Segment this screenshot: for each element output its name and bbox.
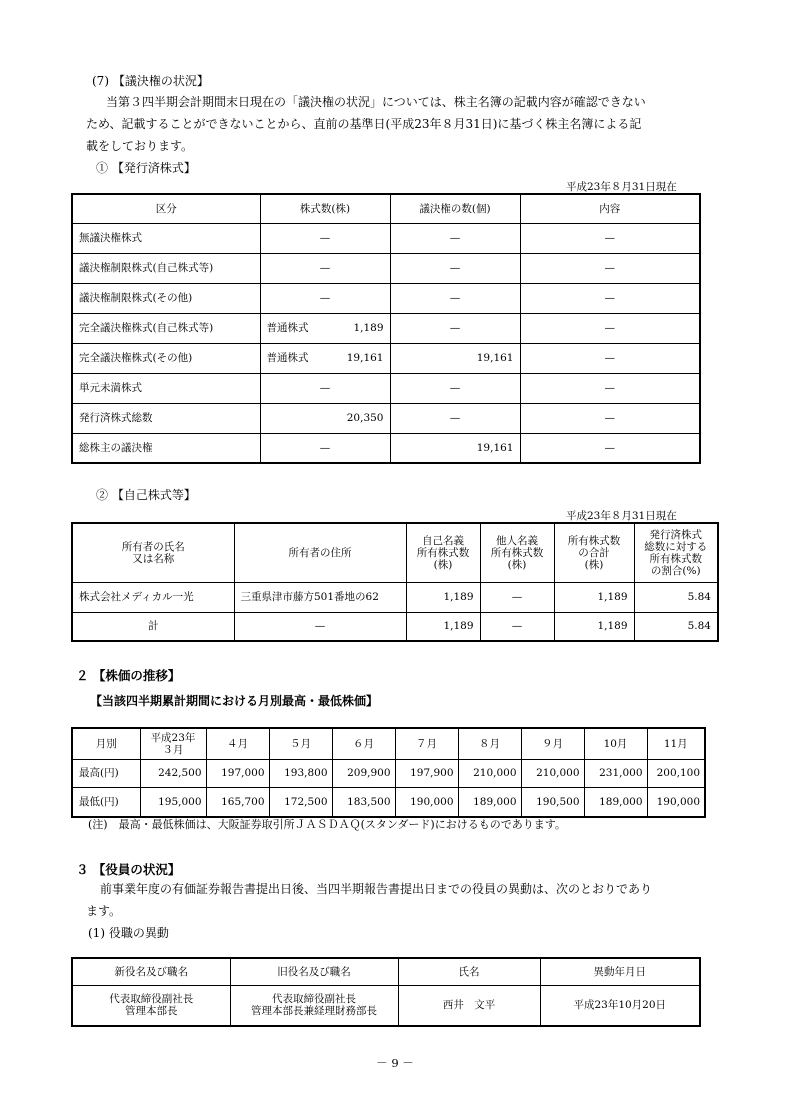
month-header: ５月 bbox=[269, 728, 332, 759]
stock-price-section-title: ２ 【株価の推移】 bbox=[76, 668, 181, 683]
content: — bbox=[520, 253, 700, 283]
owner-name: 株式会社メディカル一光 bbox=[72, 582, 234, 612]
treasury-header-row bbox=[72, 523, 718, 582]
share-count: — bbox=[260, 373, 390, 403]
header-line: 発行済株式 bbox=[649, 528, 702, 541]
owner-name: 計 bbox=[72, 612, 234, 641]
low-price: 190,000 bbox=[395, 787, 458, 817]
month-header: 11月 bbox=[647, 728, 705, 759]
issued-shares-header-row bbox=[72, 194, 700, 223]
header-line: 総数に対する bbox=[644, 540, 708, 553]
treasury-shares-date: 平成23年８月31日現在 bbox=[566, 510, 677, 522]
header-owner-name bbox=[72, 523, 234, 582]
table-row bbox=[72, 612, 718, 641]
new-title-line: 代表取締役副社長 bbox=[109, 993, 194, 1006]
content: — bbox=[520, 373, 700, 403]
old-title bbox=[230, 985, 398, 1026]
own-name-shares: 1,189 bbox=[406, 612, 480, 641]
header-line: (株) bbox=[507, 558, 527, 571]
table-row bbox=[72, 313, 700, 343]
old-title-line: 代表取締役副社長 bbox=[272, 993, 356, 1006]
low-price-row bbox=[72, 787, 705, 817]
row-label: 議決権制限株式(その他) bbox=[72, 283, 260, 313]
voting-rights: — bbox=[390, 253, 520, 283]
ownership-ratio: 5.84 bbox=[634, 612, 718, 641]
header-line: 所有株式数 bbox=[649, 552, 702, 565]
share-count: 20,350 bbox=[260, 403, 390, 433]
low-price: 189,000 bbox=[584, 787, 647, 817]
table-row bbox=[72, 253, 700, 283]
header-share-count: 株式数(株) bbox=[260, 194, 390, 223]
page-number: － 9 － bbox=[376, 1056, 414, 1070]
new-title-line: 管理本部長 bbox=[125, 1005, 178, 1018]
high-price-row bbox=[72, 759, 705, 787]
header-owner-address: 所有者の住所 bbox=[234, 523, 406, 582]
header-total-shares bbox=[554, 523, 634, 582]
content: — bbox=[520, 283, 700, 313]
row-label: 完全議決権株式(その他) bbox=[72, 343, 260, 373]
row-label: 単元未満株式 bbox=[72, 373, 260, 403]
content: — bbox=[520, 403, 700, 433]
header-line: (株) bbox=[584, 558, 604, 571]
header-voting-rights: 議決権の数(個) bbox=[390, 194, 520, 223]
content: — bbox=[520, 313, 700, 343]
low-price: 190,500 bbox=[521, 787, 584, 817]
month-header: ４月 bbox=[206, 728, 269, 759]
header-old-title: 旧役名及び職名 bbox=[230, 958, 398, 985]
officers-section-title: ３ 【役員の状況】 bbox=[76, 862, 181, 877]
high-price: 200,100 bbox=[647, 759, 705, 787]
month-header: ６月 bbox=[332, 728, 395, 759]
ownership-ratio: 5.84 bbox=[634, 582, 718, 612]
share-type: 普通株式 bbox=[266, 351, 309, 364]
month-header bbox=[140, 728, 206, 759]
row-label: 完全議決権株式(自己株式等) bbox=[72, 313, 260, 343]
own-name-shares: 1,189 bbox=[406, 582, 480, 612]
high-price: 197,900 bbox=[395, 759, 458, 787]
content: — bbox=[520, 433, 700, 463]
treasury-shares-title: ② 【自己株式等】 bbox=[96, 488, 196, 502]
officers-paragraph-line-2: ます。 bbox=[86, 904, 122, 918]
month-header-row bbox=[72, 728, 705, 759]
issued-shares-title: ① 【発行済株式】 bbox=[96, 161, 196, 175]
low-price: 190,000 bbox=[647, 787, 705, 817]
header-category: 区分 bbox=[72, 194, 260, 223]
table-row bbox=[72, 223, 700, 253]
header-line: 所有株式数 bbox=[490, 546, 544, 559]
share-count: — bbox=[260, 433, 390, 463]
share-type: 普通株式 bbox=[266, 321, 309, 334]
high-price: 197,000 bbox=[206, 759, 269, 787]
other-name-shares: — bbox=[480, 582, 554, 612]
table-row bbox=[72, 373, 700, 403]
officer-name: 西井 文平 bbox=[398, 985, 540, 1026]
share-count-value: 19,161 bbox=[346, 351, 384, 364]
header-ownership-ratio bbox=[634, 523, 718, 582]
voting-rights: — bbox=[390, 283, 520, 313]
high-price: 242,500 bbox=[140, 759, 206, 787]
month-header-month: ３月 bbox=[162, 743, 184, 756]
low-price: 189,000 bbox=[458, 787, 521, 817]
header-owner-name-line: 又は名称 bbox=[132, 552, 175, 565]
header-name: 氏名 bbox=[398, 958, 540, 985]
low-price: 165,700 bbox=[206, 787, 269, 817]
header-line: の割合(%) bbox=[650, 564, 701, 577]
stock-price-subtitle: 【当該四半期累計期間における月別最高・最低株価】 bbox=[90, 694, 379, 708]
header-owner-name-line: 所有者の氏名 bbox=[121, 540, 185, 553]
share-count: — bbox=[260, 283, 390, 313]
month-header: ９月 bbox=[521, 728, 584, 759]
month-header-year: 平成23年 bbox=[150, 731, 196, 744]
section-7-paragraph-line-1: 当第３四半期会計期間末日現在の「議決権の状況」については、株主名簿の記載内容が確認できない bbox=[106, 95, 646, 109]
high-price: 210,000 bbox=[521, 759, 584, 787]
month-header: 10月 bbox=[584, 728, 647, 759]
high-price: 231,000 bbox=[584, 759, 647, 787]
header-change-date: 異動年月日 bbox=[540, 958, 700, 985]
header-other-name-shares bbox=[480, 523, 554, 582]
voting-rights: — bbox=[390, 373, 520, 403]
section-7-paragraph-line-2: ため、記載することができないことから、直前の基準日(平成23年８月31日)に基づく株主名簿による記 bbox=[86, 117, 642, 131]
header-content: 内容 bbox=[520, 194, 700, 223]
voting-rights: 19,161 bbox=[390, 433, 520, 463]
voting-rights: 19,161 bbox=[390, 343, 520, 373]
owner-address: — bbox=[234, 612, 406, 641]
low-price: 195,000 bbox=[140, 787, 206, 817]
header-line: 所有株式数 bbox=[416, 546, 470, 559]
header-line: の合計 bbox=[578, 546, 610, 559]
issued-shares-table bbox=[71, 193, 701, 464]
header-line: (株) bbox=[433, 558, 453, 571]
row-label: 発行済株式総数 bbox=[72, 403, 260, 433]
high-price: 193,800 bbox=[269, 759, 332, 787]
month-header: ８月 bbox=[458, 728, 521, 759]
high-price: 209,900 bbox=[332, 759, 395, 787]
share-count bbox=[260, 313, 390, 343]
section-7-title: (7) 【議決権の状況】 bbox=[92, 74, 209, 88]
position-change-title: (1) 役職の異動 bbox=[88, 926, 169, 940]
table-row bbox=[72, 433, 700, 463]
row-label: 総株主の議決権 bbox=[72, 433, 260, 463]
share-count bbox=[260, 343, 390, 373]
share-count: — bbox=[260, 223, 390, 253]
content: — bbox=[520, 223, 700, 253]
officer-header-row bbox=[72, 958, 700, 985]
header-month: 月別 bbox=[72, 728, 140, 759]
row-label: 議決権制限株式(自己株式等) bbox=[72, 253, 260, 283]
officer-change-table bbox=[71, 957, 701, 1027]
table-row bbox=[72, 582, 718, 612]
old-title-line: 管理本部長兼経理財務部長 bbox=[251, 1005, 377, 1018]
total-shares: 1,189 bbox=[554, 582, 634, 612]
other-name-shares: — bbox=[480, 612, 554, 641]
header-line: 自己名義 bbox=[422, 534, 464, 547]
high-price: 210,000 bbox=[458, 759, 521, 787]
stock-price-table bbox=[71, 727, 706, 818]
header-own-name-shares bbox=[406, 523, 480, 582]
header-line: 所有株式数 bbox=[567, 534, 621, 547]
voting-rights: — bbox=[390, 223, 520, 253]
share-count: — bbox=[260, 253, 390, 283]
low-price: 172,500 bbox=[269, 787, 332, 817]
table-row bbox=[72, 985, 700, 1026]
table-row bbox=[72, 283, 700, 313]
high-label: 最高(円) bbox=[72, 759, 140, 787]
header-line: 他人名義 bbox=[496, 534, 538, 547]
treasury-shares-table bbox=[71, 522, 719, 642]
share-count-value: 1,189 bbox=[353, 321, 384, 334]
section-7-paragraph-line-3: 載をしております。 bbox=[86, 139, 194, 153]
officers-paragraph-line-1: 前事業年度の有価証券報告書提出日後、当四半期報告書提出日までの役員の異動は、次のとおりであり bbox=[100, 882, 653, 896]
change-date: 平成23年10月20日 bbox=[540, 985, 700, 1026]
row-label: 無議決権株式 bbox=[72, 223, 260, 253]
table-row bbox=[72, 343, 700, 373]
voting-rights: — bbox=[390, 403, 520, 433]
issued-shares-date: 平成23年８月31日現在 bbox=[566, 181, 677, 193]
owner-address: 三重県津市藤方501番地の62 bbox=[234, 582, 406, 612]
total-shares: 1,189 bbox=[554, 612, 634, 641]
month-header: ７月 bbox=[395, 728, 458, 759]
content: — bbox=[520, 343, 700, 373]
stock-price-note: (注) 最高・最低株価は、大阪証券取引所ＪＡＳＤＡＱ(スタンダード)におけるものであります。 bbox=[88, 818, 566, 831]
voting-rights: — bbox=[390, 313, 520, 343]
table-row bbox=[72, 403, 700, 433]
low-label: 最低(円) bbox=[72, 787, 140, 817]
low-price: 183,500 bbox=[332, 787, 395, 817]
header-new-title: 新役名及び職名 bbox=[72, 958, 230, 985]
new-title bbox=[72, 985, 230, 1026]
